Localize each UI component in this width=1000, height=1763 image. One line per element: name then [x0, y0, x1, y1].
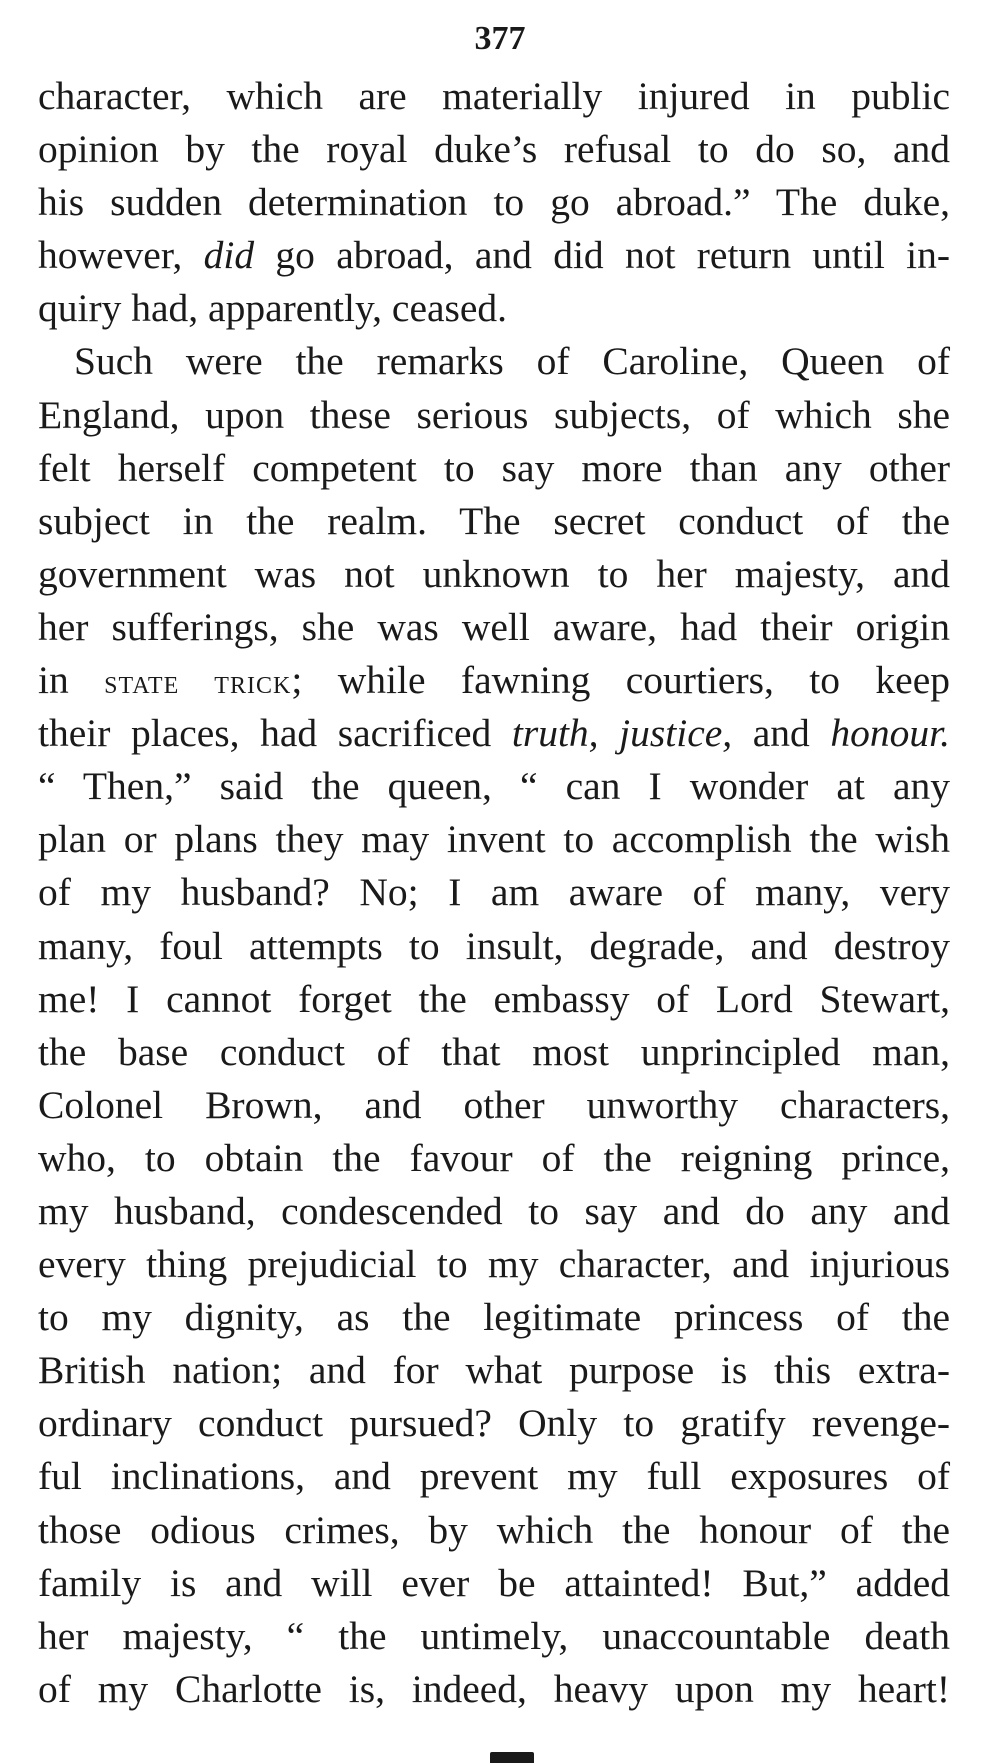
text-line: government was not unknown to her majesty, and — [38, 551, 950, 596]
text-line: subject in the realm. The secret conduct of the — [38, 498, 950, 543]
text-line: many, foul attempts to insult, degrade, and destroy — [38, 923, 950, 968]
text-line: her sufferings, she was well aware, had their origin — [38, 604, 950, 649]
emphasis-text: honour. — [830, 711, 950, 756]
text-line: ful inclinations, and prevent my full exposures of — [38, 1454, 950, 1499]
text-line: of my Charlotte is, indeed, heavy upon my heart! — [38, 1666, 950, 1711]
text-line: ordinary conduct pursued? Only to gratify revenge- — [38, 1401, 950, 1446]
text-line: British nation; and for what purpose is this extra- — [38, 1348, 950, 1393]
text-line: family is and will ever be attainted! But,” added — [38, 1560, 950, 1605]
text-line: opinion by the royal duke’s refusal to do so, and — [38, 127, 950, 172]
text-line: character, which are materially injured in public — [38, 74, 950, 118]
body-text — [38, 70, 950, 1716]
text-line: who, to obtain the favour of the reigning prince, — [38, 1135, 950, 1180]
paragraph-first-line: Such were the remarks of Caroline, Queen of — [74, 339, 950, 384]
text-line: me! I cannot forget the embassy of Lord Stewart, — [38, 976, 950, 1021]
text-line: of my husband? No; I am aware of many, very — [38, 870, 950, 915]
text-segment: ; while fawning courtiers, to keep — [291, 658, 950, 703]
small-caps-text: state trick — [104, 664, 292, 702]
text-line: plan or plans they may invent to accomplish the wish — [38, 817, 950, 862]
emphasis-text: truth, justice, — [511, 711, 733, 756]
text-segment: in — [38, 658, 105, 703]
text-line — [38, 654, 950, 707]
text-line: his sudden determination to go abroad.” The duke, — [38, 180, 950, 225]
text-segment: however, — [38, 233, 204, 278]
text-segment: and — [732, 711, 831, 756]
text-segment: go abroad, and did not return until in- — [254, 233, 950, 278]
text-line: felt herself competent to say more than any other — [38, 445, 950, 490]
text-line: the base conduct of that most unprincipled man, — [38, 1029, 950, 1074]
emphasis-text: did — [203, 233, 255, 278]
text-line: every thing prejudicial to my character, and injurious — [38, 1242, 950, 1287]
text-line: Colonel Brown, and other unworthy characters, — [38, 1082, 950, 1127]
text-line: “ Then,” said the queen, “ can I wonder at any — [38, 764, 950, 809]
signature-mark — [490, 1752, 534, 1763]
text-segment: their places, had sacrificed — [38, 711, 512, 756]
text-line: her majesty, “ the untimely, unaccountable death — [38, 1613, 950, 1658]
text-line: quiry had, apparently, ceased. — [38, 286, 508, 331]
text-line — [38, 229, 950, 282]
text-line: my husband, condescended to say and do any and — [38, 1188, 950, 1233]
text-line: those odious crimes, by which the honour of the — [38, 1507, 950, 1552]
page-number: 377 — [474, 20, 526, 57]
text-line: to my dignity, as the legitimate princess of the — [38, 1295, 950, 1340]
text-line: England, upon these serious subjects, of which she — [38, 392, 950, 437]
text-line — [38, 707, 950, 760]
